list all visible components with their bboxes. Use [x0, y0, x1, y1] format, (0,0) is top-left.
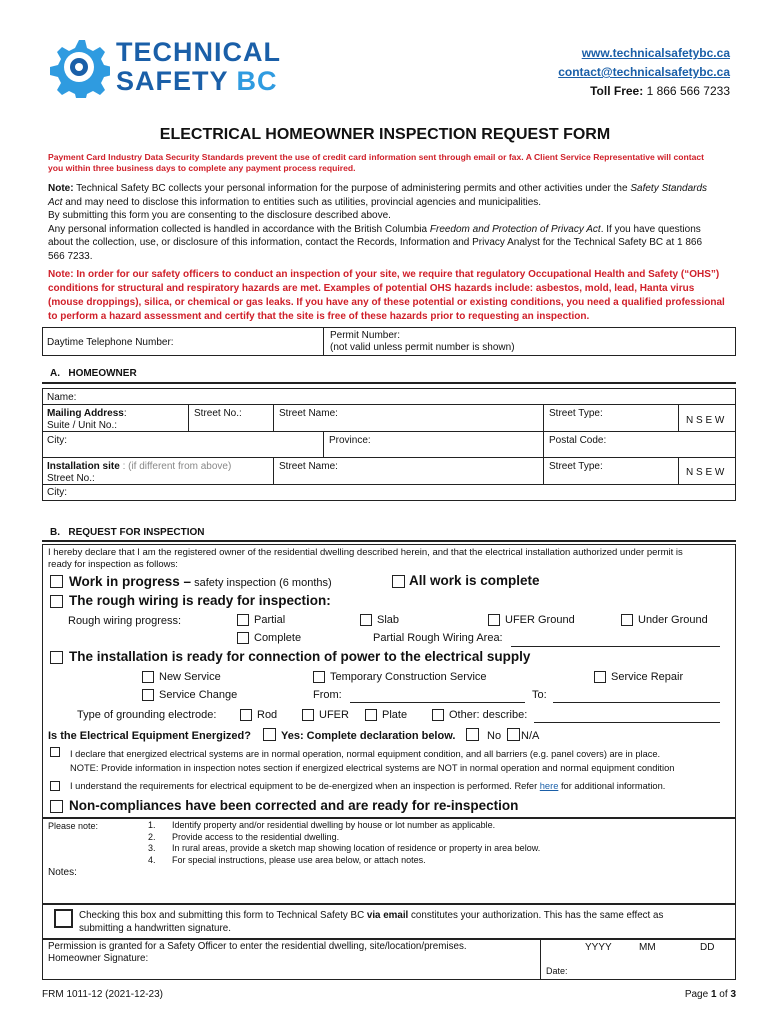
permit-number-field[interactable]: Permit Number:	[330, 330, 401, 341]
toll-free-number: 1 866 566 7233	[646, 84, 730, 98]
service-repair-label: Service Repair	[611, 671, 684, 683]
energized-yes-label: Yes: Complete declaration below.	[281, 730, 456, 742]
energized-question: Is the Electrical Equipment Energized?	[48, 730, 251, 742]
toll-free	[558, 82, 730, 101]
note-text: In rural areas, provide a sketch map showing location of residence or property in area below.	[172, 843, 541, 853]
ohs-notice	[48, 268, 748, 324]
email-consent-line2: submitting a handwritten signature.	[79, 923, 231, 934]
logo-text-bc: BC	[236, 66, 278, 96]
section-a-title: HOMEOWNER	[68, 368, 137, 379]
note-text: For special instructions, please use area below, or attach notes.	[172, 854, 426, 865]
work-in-progress-note: safety inspection (6 months)	[191, 577, 332, 589]
pci-notice-line2: you within three business days to complete any payment process required.	[48, 163, 356, 173]
partial-rough-area-field[interactable]	[511, 646, 720, 647]
province-field[interactable]: Province:	[329, 435, 371, 446]
partial-rough-area-label: Partial Rough Wiring Area:	[373, 632, 503, 644]
ohs-notice-line: conditions for structural and respiratory hazards are met. Examples of potential OHS hazards include: asbestos, mold, lead, Hanta virus	[48, 283, 695, 294]
privacy-act-name-2: Act	[48, 196, 63, 208]
pci-notice	[48, 152, 738, 174]
privacy-notice	[48, 182, 748, 263]
energized-no-label: No	[487, 730, 502, 742]
email-consent-a: Checking this box and submitting this form to Technical Safety BC	[79, 910, 367, 921]
notes-label: Notes:	[48, 867, 77, 878]
permit-number-note: (not valid unless permit number is shown)	[330, 342, 515, 353]
permission-line: Permission is granted for a Safety Officer to enter the residential dwelling, site/location/premises.	[48, 941, 467, 952]
energized-yes-checkbox[interactable]	[263, 728, 276, 741]
page-number: 1	[710, 989, 717, 1000]
work-in-progress-text: Work in progress –	[69, 574, 192, 589]
page-label: Page	[684, 989, 711, 1000]
section-a-letter: A.	[50, 368, 60, 379]
plate-label: Plate	[382, 709, 408, 721]
understand-text-b: for additional information.	[558, 781, 666, 791]
page-indicator	[685, 989, 736, 1000]
page-of: of	[716, 989, 731, 1000]
ohs-notice-line: (mouse droppings), silica, or chemical or gas leaks. If you have any of these potential or existing conditions, you need a qualified professional	[48, 297, 725, 308]
note-text: Provide access to the residential dwelling.	[172, 831, 340, 842]
notes-list	[148, 820, 540, 866]
page-total: 3	[730, 989, 736, 1000]
header-contact	[558, 44, 730, 101]
street-no-field[interactable]: Street No.:	[194, 408, 242, 419]
name-field[interactable]: Name:	[47, 392, 77, 403]
suite-field[interactable]: Suite / Unit No.:	[47, 420, 118, 431]
rough-wiring-progress-label: Rough wiring progress:	[68, 615, 182, 627]
other-checkbox[interactable]	[432, 709, 444, 721]
declare-energized-text	[70, 747, 735, 775]
privacy-text-3: By submitting this form you are consenting to the disclosure described above.	[48, 210, 391, 221]
daytime-phone-field[interactable]: Daytime Telephone Number:	[47, 337, 174, 348]
logo	[48, 36, 308, 96]
email-consent-checkbox[interactable]	[54, 909, 73, 928]
logo-text-safety: SAFETY	[116, 66, 229, 96]
note-number: 1.	[148, 820, 156, 830]
privacy-text-4: Any personal information collected is handled in accordance with the British Columbia	[48, 223, 430, 235]
direction-nsew[interactable]: N S E W	[686, 415, 725, 426]
here-link[interactable]: here	[539, 781, 559, 791]
street-no-field-2[interactable]: Street No.:	[47, 473, 95, 484]
permission-text	[48, 941, 467, 965]
installation-site-label[interactable]	[47, 461, 231, 473]
mailing-address-label[interactable]	[47, 408, 127, 420]
privacy-act-name: Safety Standards	[630, 183, 708, 194]
mm-label: MM	[639, 942, 656, 953]
from-label: From:	[313, 689, 342, 701]
declare-energized-note: NOTE: Provide information in inspection notes section if energized electrical systems are NOT in normal operation and normal equipment condition	[70, 763, 675, 773]
street-name-field[interactable]: Street Name:	[279, 408, 338, 419]
service-change-label: Service Change	[159, 689, 238, 701]
dd-label: DD	[700, 942, 715, 953]
service-change-checkbox[interactable]	[142, 689, 154, 701]
privacy-text-5: about the collection, use, or disclosure of this information, contact the Records, Information and Privacy Analyst for the Technical Safety BC at 1 866	[48, 237, 703, 248]
email-consent-bold: via email	[366, 910, 409, 921]
new-service-label: New Service	[159, 671, 221, 683]
energized-na-checkbox[interactable]	[507, 728, 520, 741]
logo-text-line1: TECHNICAL	[116, 37, 281, 67]
city-field[interactable]: City:	[47, 435, 67, 446]
rough-wiring-label: The rough wiring is ready for inspection:	[69, 593, 331, 608]
email-link[interactable]: contact@technicalsafetybc.ca	[558, 65, 730, 79]
notes-list-item	[148, 843, 540, 855]
temp-construction-label: Temporary Construction Service	[330, 671, 487, 683]
please-note-label: Please note:	[48, 821, 99, 831]
postal-code-field[interactable]: Postal Code:	[549, 435, 607, 446]
ufer-label: UFER	[319, 709, 349, 721]
privacy-text-4c: . If you have questions	[600, 223, 701, 235]
note-text: Identify property and/or residential dwelling by house or lot number as applicable.	[172, 820, 496, 830]
noncompliances-label: Non-compliances have been corrected and are ready for re-inspection	[69, 798, 519, 813]
complete-checkbox[interactable]	[237, 632, 249, 644]
under-ground-checkbox[interactable]	[621, 614, 633, 626]
form-code: FRM 1011-12 (2021-12-23)	[42, 989, 163, 1000]
toll-free-label: Toll Free:	[590, 84, 644, 98]
foippa-name: Freedom and Protection of Privacy Act	[429, 223, 601, 235]
street-name-field-2[interactable]: Street Name:	[279, 461, 338, 472]
rod-label: Rod	[257, 709, 278, 721]
note-number: 3.	[148, 843, 156, 853]
all-work-complete-label: All work is complete	[409, 573, 540, 588]
work-in-progress-label	[69, 573, 332, 591]
installation-site-text: Installation site	[47, 461, 120, 472]
complete-label: Complete	[254, 632, 302, 644]
section-a-heading	[50, 368, 137, 379]
partial-checkbox[interactable]	[237, 614, 249, 626]
slab-label: Slab	[377, 614, 400, 626]
ufer-ground-checkbox[interactable]	[488, 614, 500, 626]
service-repair-checkbox[interactable]	[594, 671, 606, 683]
from-field[interactable]	[350, 702, 525, 703]
note-number: 4.	[148, 854, 156, 865]
section-b-letter: B.	[50, 527, 60, 538]
installation-ready-checkbox[interactable]	[50, 651, 63, 664]
other-describe-label: Other: describe:	[449, 709, 528, 721]
other-describe-field[interactable]	[534, 722, 720, 723]
rough-wiring-checkbox[interactable]	[50, 595, 63, 608]
privacy-text-6: 566 7233.	[48, 250, 93, 262]
ohs-notice-line: to perform a hazard assessment and certify that the site is free of these hazards prior to requesting an inspection.	[48, 311, 590, 322]
ufer-checkbox[interactable]	[302, 709, 314, 721]
logo-text-line2	[116, 67, 278, 95]
gear-logo-icon	[48, 36, 110, 98]
noncompliances-checkbox[interactable]	[50, 800, 63, 813]
plate-checkbox[interactable]	[365, 709, 377, 721]
all-work-complete-checkbox[interactable]	[392, 575, 405, 588]
declare-energized-checkbox[interactable]	[50, 747, 60, 757]
note-number: 2.	[148, 831, 156, 842]
homeowner-signature-field[interactable]: Homeowner Signature:	[48, 953, 149, 964]
notes-list-item	[148, 820, 540, 832]
to-label: To:	[532, 689, 547, 701]
street-type-field-2[interactable]: Street Type:	[549, 461, 603, 472]
declaration-text	[48, 547, 733, 570]
mailing-address-text: Mailing Address	[47, 408, 124, 419]
privacy-text: Technical Safety BC collects your personal information for the purpose of administering permits and other activities under the	[73, 183, 631, 194]
to-field[interactable]	[553, 702, 720, 703]
privacy-text-2: and may need to disclose this information to entities such as utilities, provincial agencies and municipalities.	[62, 196, 542, 208]
partial-label: Partial	[254, 614, 286, 626]
street-type-field[interactable]: Street Type:	[549, 408, 603, 419]
ufer-ground-label: UFER Ground	[505, 614, 575, 626]
direction-nsew-2[interactable]: N S E W	[686, 467, 725, 478]
note-label: Note:	[48, 183, 74, 194]
understand-text	[70, 781, 665, 791]
under-ground-label: Under Ground	[638, 614, 708, 626]
section-b-heading	[50, 527, 204, 538]
work-in-progress-checkbox[interactable]	[50, 575, 63, 588]
energized-no-checkbox[interactable]	[466, 728, 479, 741]
notes-list-item	[148, 855, 540, 867]
grounding-electrode-label: Type of grounding electrode:	[77, 709, 217, 721]
declaration-line2: ready for inspection as follows:	[48, 558, 178, 570]
pci-notice-line1: Payment Card Industry Data Security Standards prevent the use of credit card information sent through email or fax. A Client Service Representative will contact	[48, 152, 704, 162]
temp-construction-checkbox[interactable]	[313, 671, 325, 683]
website-link[interactable]: www.technicalsafetybc.ca	[581, 46, 730, 60]
new-service-checkbox[interactable]	[142, 671, 154, 683]
ohs-notice-line: Note: In order for our safety officers to conduct an inspection of your site, we require that regulatory Occupational Health and Safety (“OHS”)	[48, 269, 720, 280]
page-title: ELECTRICAL HOMEOWNER INSPECTION REQUEST FORM	[159, 126, 611, 143]
section-b-title: REQUEST FOR INSPECTION	[68, 527, 205, 538]
email-consent-text	[79, 909, 729, 935]
slab-checkbox[interactable]	[360, 614, 372, 626]
installation-site-note: : (if different from above)	[119, 461, 232, 472]
email-consent-c: constitutes your authorization. This has the same effect as	[408, 910, 664, 921]
colon: :	[123, 408, 127, 419]
understand-text-a: I understand the requirements for electrical equipment to be de-energized when an inspection is performed. Refer	[70, 781, 540, 791]
energized-na-label: N/A	[521, 730, 540, 742]
understand-checkbox[interactable]	[50, 781, 60, 791]
notes-list-item	[148, 832, 540, 844]
rod-checkbox[interactable]	[240, 709, 252, 721]
declaration-line1: I hereby declare that I am the registered owner of the residential dwelling described herein, and that the electrical installation authorized under permit is	[48, 547, 683, 558]
city-field-2[interactable]: City:	[47, 487, 67, 498]
yyyy-label: YYYY	[585, 942, 612, 953]
declare-energized-line: I declare that energized electrical systems are in normal operation, normal equipment condition, and all barriers (e.g. panel covers) are in place.	[70, 749, 661, 759]
date-field[interactable]: Date:	[546, 966, 568, 976]
installation-ready-label: The installation is ready for connection of power to the electrical supply	[69, 649, 531, 664]
